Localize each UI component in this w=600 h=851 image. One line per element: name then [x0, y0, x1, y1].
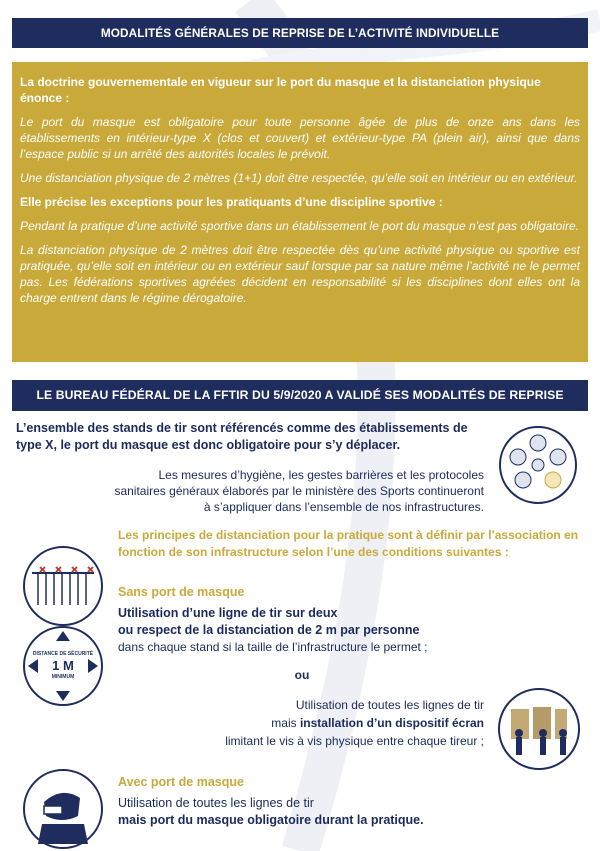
distance-sign-top-label: DISTANCE DE SÉCURITÉ — [32, 651, 94, 657]
screen-line1: Utilisation de toutes les lignes de tir — [295, 698, 484, 712]
with-mask-line1: Utilisation de toutes les lignes de tir — [118, 796, 314, 810]
without-mask-line1: Utilisation d’une ligne de tir sur deux — [118, 606, 338, 620]
doctrine-exception-distance: La distanciation physique de 2 mètres doit être respectée dès qu’une activité physique ou sportive est pratiquée, qu’elle soit en intérieur ou en extérieur sauf lorsque par sa nature même l’activité ne le permet pas. Les fédérations sportives agréées décident en responsabilité si les disciplines dont elles ont la charge entrent dans le régime dérogatoire. — [20, 243, 580, 305]
doctrine-heading: La doctrine gouvernementale en vigueur sur le port du masque et la distanciation physique énonce : — [20, 75, 541, 105]
with-mask-line2: mais port du masque obligatoire durant la pratique. — [118, 813, 424, 827]
distance-sign-bottom-label: MINIMUM — [51, 674, 75, 680]
or-separator: ou — [294, 668, 310, 682]
screen-line2-prefix: mais — [271, 716, 300, 730]
principles-text: Les principes de distanciation pour la pratique sont à définir par l’association en fonction de son infrastructure selon l’une des conditions suivantes : — [118, 528, 579, 559]
section-banner-fftir: LE BUREAU FÉDÉRAL DE LA FFTIR DU 5/9/2020 A VALIDÉ SES MODALITÉS DE REPRISE — [12, 380, 588, 411]
doctrine-mask-rule: Le port du masque est obligatoire pour toute personne âgée de plus de onze ans dans les établissements en intérieur-type X (clos et couvert) et extérieur-type PA (plein air), ainsi que dans l’espace public si un arrêté des autorités locales le prévoit. — [20, 115, 580, 161]
screen-partition-icon — [497, 687, 581, 771]
distance-sign-value: 1 M — [52, 658, 74, 673]
screen-line2-emphasis: installation d’un dispositif écran — [299, 716, 484, 730]
fftir-intro: L’ensemble des stands de tir sont référencés comme des établissements de type X, le port du masque est donc obligatoire pour s’y déplacer. — [16, 421, 468, 452]
shooting-lanes-icon — [22, 545, 104, 627]
distance-sign-icon — [22, 625, 104, 707]
without-mask-line3: dans chaque stand si la taille de l’infrastructure le permet ; — [118, 640, 428, 654]
screen-line2 — [170, 715, 484, 731]
mask-wearer-icon — [22, 768, 104, 850]
section-banner-general: MODALITÉS GÉNÉRALES DE REPRISE DE L’ACTIVITÉ INDIVIDUELLE — [12, 18, 588, 48]
screen-line3: limitant le vis à vis physique entre chaque tireur ; — [225, 734, 484, 748]
doctrine-exception-mask: Pendant la pratique d’une activité sportive dans un établissement le port du masque n’est pas obligatoire. — [20, 219, 580, 233]
hygiene-text: Les mesures d’hygiène, les gestes barrières et les protocoles sanitaires généraux élaborés par le ministère des Sports continueront à s’appliquer dans l’ensemble de nos infrastructures. — [114, 468, 484, 514]
sanitary-gestures-icon — [498, 425, 578, 505]
doctrine-box — [12, 62, 588, 362]
without-mask-line2: ou respect de la distanciation de 2 m par personne — [118, 623, 420, 637]
doctrine-exceptions-heading: Elle précise les exceptions pour les pratiquants d’une discipline sportive : — [20, 195, 443, 209]
with-mask-title: Avec port de masque — [118, 775, 244, 789]
without-mask-title: Sans port de masque — [118, 585, 245, 599]
doctrine-distance-rule: Une distanciation physique de 2 mètres (1+1) doit être respectée, qu’elle soit en intérieur ou en extérieur. — [20, 171, 578, 185]
